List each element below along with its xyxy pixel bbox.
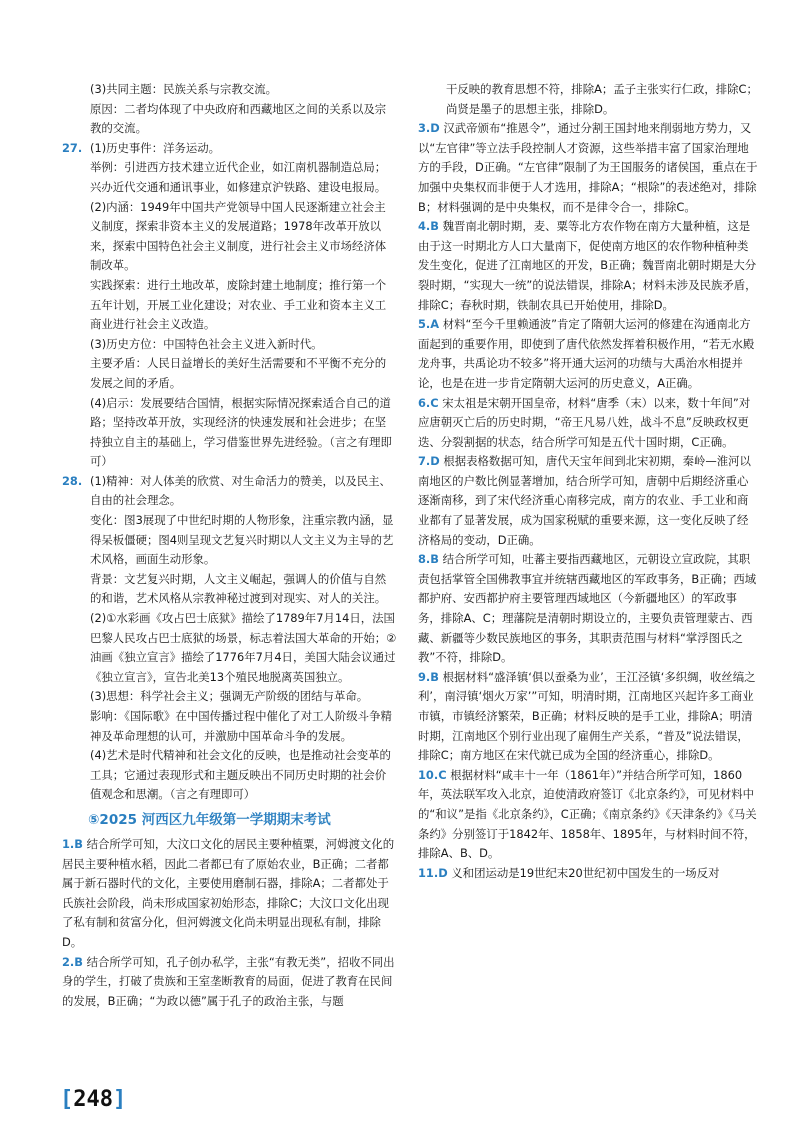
question-5	[418, 315, 758, 393]
q27-line: 实践探索：进行土地改革，废除封建土地制度；推行第一个五年计划，开展工业化建设；对农业、手工业和资本主义工商业进行社会主义改造。	[90, 277, 387, 332]
explanation-text: 根据材料“盛泽镇‘俱以蚕桑为业’，王江泾镇‘多织绸，收丝缟之利’，南浔镇‘烟火万家’”可知，明清时期，江南地区兴起许多工商业市镇，市镇经济繁荣，B正确；材料反映的是手工业，排除A；明清时期，江南地区个别行业出现了雇佣生产关系，“普及”说法错误，排除C；南方地区在宋代就已成为全国的经济重心，排除D。	[418, 669, 756, 763]
q2-continuation: 干反映的教育思想不符，排除A；孟子主张实行仁政，排除C；尚贤是墨子的思想主张，排除D。	[446, 82, 758, 116]
explanation-text: 根据表格数据可知，唐代天宝年间到北宋初期，秦岭—淮河以南地区的户数比例显著增加，结合所学可知，唐朝中后期经济重心逐渐南移，到了宋代经济重心南移完成，南方的农业、手工业和商业都有了显著发展，成为国家税赋的重要来源，这一变化反映了经济格局的变动，D正确。	[418, 454, 751, 547]
explanation-text: 结合所学可知，大汶口文化的居民主要种植粟，河姆渡文化的居民主要种植水稻，因此二者都已有了原始农业，B正确；二者都属于新石器时代的文化，主要使用磨制石器，排除A；二者都处于氏族社会阶段，尚未形成国家初始形态，排除C；大汶口文化出现了私有制和贫富分化，但河姆渡文化尚未明显出现私有制，排除D。	[62, 836, 395, 949]
answer-letter: A	[430, 317, 440, 332]
left-column	[62, 80, 397, 1011]
question-number: 4.	[418, 219, 431, 234]
question-1	[62, 835, 397, 953]
question-number: 7.	[418, 454, 431, 469]
explanation-text: 结合所学可知，孔子创办私学，主张“有教无类”，招收不同出身的学生，打破了贵族和王室垄断教育的局面，促进了教育在民间的发展，B正确；“为政以德”属于孔子的政治主张，与题	[62, 954, 395, 1008]
explanation-text: 根据材料“咸丰十一年（1861年）”并结合所学可知，1860年，英法联军攻入北京，迫使清政府签订《北京条约》，可见材料中的“和议”是指《北京条约》，C正确；《南京条约》《天津条约》《马关条约》分别签订于1842年、1858年、1895年，与材料时间不符，排除A、B、D。	[418, 767, 757, 861]
question-3	[418, 119, 758, 217]
q27-line: 举例：引进西方技术建立近代企业，如江南机器制造总局；兴办近代交通和通讯事业，如修建京沪铁路、建设电报局。	[90, 160, 387, 194]
answer-letter: D	[430, 121, 440, 136]
question-number: 28.	[62, 473, 83, 488]
q27-line: 主要矛盾：人民日益增长的美好生活需要和不平衡不充分的发展之间的矛盾。	[90, 356, 387, 390]
answer-letter: C	[438, 767, 447, 782]
explanation-text: 汉武帝颁布“推恩令”，通过分割王国封地来削弱地方势力，又以“左官律”等立法手段控制人才资源，这些举措丰富了国家治理地方的手段，D正确。“左官律”限制了为王国服务的诸侯国，重点在于加强中央集权而非便于人才选用，排除A；“根除”的表述绝对，排除B；材料强调的是中央集权，而不是律令合一，排除C。	[418, 121, 758, 214]
explanation-text: 宋太祖是宋朝开国皇帝，材料“唐季（末）以来，数十年间”对应唐朝灭亡后的历史时期，“帝王凡易八姓，战斗不息”反映政权更迭、分裂割据的状态，结合所学可知是五代十国时期，C正确。	[418, 395, 751, 449]
explanation-text: 义和团运动是19世纪末20世纪初中国发生的一场反对	[451, 865, 720, 880]
q26-line-2: 原因：二者均体现了中央政府和西藏地区之间的关系以及宗教的交流。	[90, 101, 387, 136]
question-28	[62, 472, 397, 805]
question-number: 27.	[62, 140, 83, 155]
question-number: 5.	[418, 317, 431, 332]
question-number: 6.	[418, 395, 431, 410]
q28-line: (3)思想：科学社会主义；强调无产阶级的团结与革命。	[90, 689, 369, 704]
question-2	[62, 953, 397, 1012]
answer-letter: B	[430, 669, 439, 684]
question-4	[418, 217, 758, 315]
page-number	[60, 1087, 127, 1112]
q27-line: (4)启示：发展要结合国情，根据实际情况探索适合自己的道路；坚持改革开放，实现经济的快速发展和社会进步；在坚持独立自主的基础上，学习借鉴世界先进经验。（言之有理即可）	[90, 395, 392, 469]
explanation-text: 结合所学可知，吐蕃主要指西藏地区，元朝设立宣政院，其职责包括掌管全国佛教事宜并统辖西藏地区的军政事务，B正确；西域都护府、安西都护府主要管理西域地区（今新疆地区）的军政事务，排除A、C；理藩院是清朝时期设立的，主要负责管理蒙古、西藏、新疆等少数民族地区的事务，其职责范围与材料“掌浮图氏之教”不符，排除D。	[418, 552, 757, 665]
answer-letter: B	[74, 836, 83, 851]
question-6	[418, 394, 758, 453]
q28-line: (4)艺术是时代精神和社会文化的反映，也是推动社会变革的工具；它通过表现形式和主题反映出不同历史时期的社会价值观念和思潮。（言之有理即可）	[90, 748, 391, 802]
q28-line: (2)①水彩画《攻占巴士底狱》描绘了1789年7月14日，法国巴黎人民攻占巴士底狱的场景，标志着法国大革命的开始；②油画《独立宣言》描绘了1776年7月4日，美国大陆会议通过《独立宣言》，宣告北美13个殖民地脱离英国独立。	[90, 611, 397, 684]
q28-line: (1)精神：对人体美的欣赏、对生命活力的赞美，以及民主、自由的社会理念。	[90, 473, 391, 508]
question-9	[418, 668, 758, 766]
section-title: ⑤2025 河西区九年级第一学期期末考试	[88, 811, 331, 828]
answer-letter: B	[74, 954, 83, 969]
q27-line: (2)内涵：1949年中国共产党领导中国人民逐渐建立社会主义制度，探索非资本主义的发展道路；1978年改革开放以来，探索中国特色社会主义制度，进行社会主义市场经济体制改革。	[90, 199, 387, 273]
q26-line-1: (3)共同主题：民族关系与宗教交流。	[90, 82, 277, 96]
question-number: 10.	[418, 767, 439, 782]
question-number: 2.	[62, 954, 75, 969]
q28-line: 变化：图3展现了中世纪时期的人物形象，注重宗教内涵，显得呆板僵硬；图4则呈现文艺复兴时期以人文主义为主导的艺术风格，画面生动形象。	[90, 513, 394, 567]
explanation-text: 材料“至今千里赖通波”肯定了隋朝大运河的修建在沟通南北方面起到的重要作用，即使到了唐代依然发挥着积极作用，“若无水殿龙舟事，共禹论功不较多”将开通大运河的功绩与大禹治水相提并论，也是在进一步肯定隋朝大运河的历史意义，A正确。	[418, 317, 755, 390]
bracket-left-icon: [	[60, 1087, 74, 1112]
question-11	[418, 864, 758, 884]
q28-line: 背景：文艺复兴时期，人文主义崛起，强调人的价值与自然的和谐，艺术风格从宗教神秘过渡到对现实、对人的关注。	[90, 571, 387, 606]
answer-letter: B	[430, 219, 439, 234]
question-10	[418, 766, 758, 864]
answer-letter: D	[430, 454, 440, 469]
q27-line: (3)历史方位：中国特色社会主义进入新时代。	[90, 336, 323, 351]
page-number-value: 248	[73, 1087, 113, 1112]
question-number: 11.	[418, 865, 439, 880]
question-8	[418, 550, 758, 668]
question-number: 3.	[418, 121, 431, 136]
bracket-right-icon: ]	[113, 1087, 127, 1112]
q28-line: 影响：《国际歌》在中国传播过程中催化了对工人阶级斗争精神及革命理想的认可，并激励中国革命斗争的发展。	[90, 709, 392, 743]
question-number: 9.	[418, 669, 431, 684]
answer-letter: D	[438, 865, 448, 880]
answer-letter: B	[430, 552, 439, 567]
right-column	[418, 80, 758, 883]
question-number: 1.	[62, 836, 75, 851]
question-number: 8.	[418, 552, 431, 567]
answer-letter: C	[430, 395, 439, 410]
question-7	[418, 452, 758, 550]
q27-line: (1)历史事件：洋务运动。	[90, 140, 221, 155]
question-27	[62, 139, 397, 472]
explanation-text: 魏晋南北朝时期，麦、粟等北方农作物在南方大量种植，这是由于这一时期北方人口大量南下，促使南方地区的农作物种植种类发生变化，促进了江南地区的开发，B正确；魏晋南北朝时期是大分裂时期，“实现大一统”的说法错误，排除A；材料未涉及民族矛盾，排除C；春秋时期，铁制农具已开始使用，排除D。	[418, 219, 757, 312]
